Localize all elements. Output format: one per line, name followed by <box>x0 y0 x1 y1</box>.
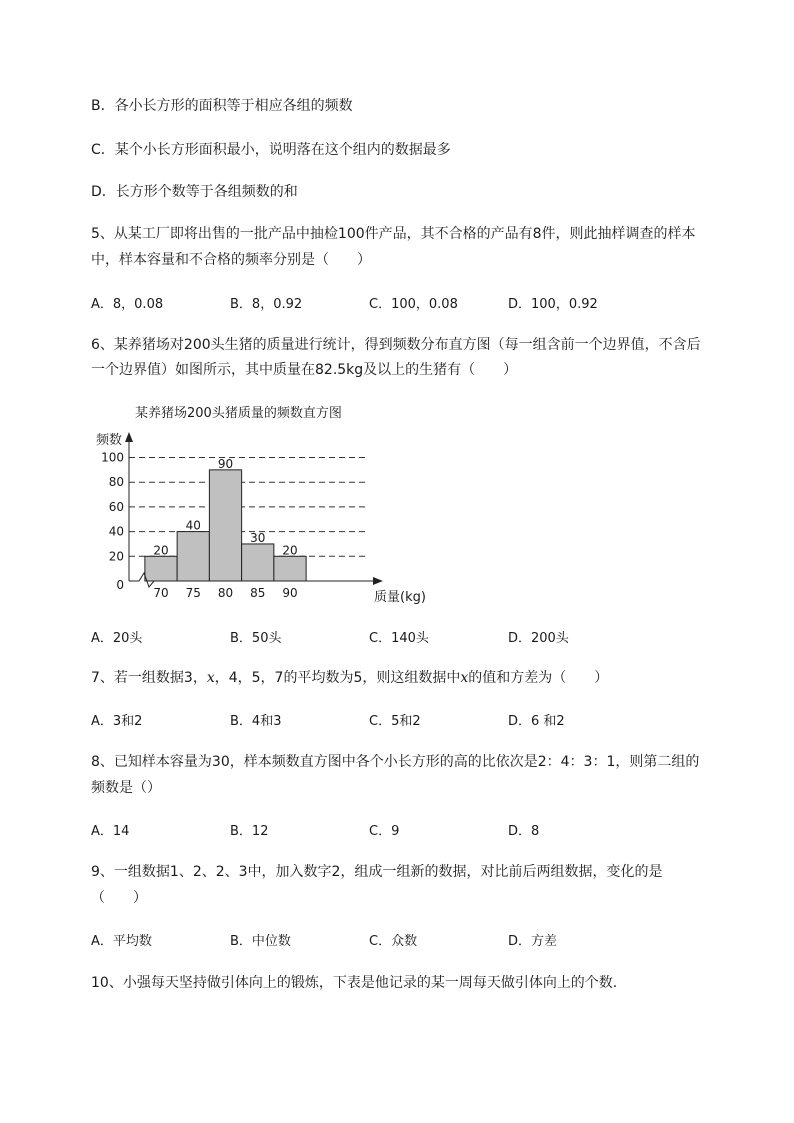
q7-variable-x: x <box>206 670 215 686</box>
histogram-bar-5 <box>274 556 306 581</box>
q6-option-a: A．20头 <box>91 631 143 646</box>
q6-option-d: D．200头 <box>508 631 569 646</box>
q8-options <box>91 820 651 840</box>
bar-value-label-3: 90 <box>217 456 234 471</box>
q8-option-b: B．12 <box>230 824 269 839</box>
q8-option-a: A．14 <box>91 824 130 839</box>
q5-options <box>91 293 651 313</box>
x-tick-label-75: 75 <box>185 586 201 600</box>
q4-option-c: C．某个小长方形面积最小，说明落在这个组内的数据最多 <box>91 142 451 158</box>
bar-value-label-4: 30 <box>250 530 266 545</box>
x-tick-label-70: 70 <box>153 586 169 600</box>
q6-option-c: C．140头 <box>369 631 429 646</box>
q5-option-c: C．100，0.08 <box>369 297 458 312</box>
q8-option-c: C．9 <box>369 824 400 839</box>
q4-option-d: D．长方形个数等于各组频数的和 <box>91 184 298 200</box>
q5-option-b: B．8，0.92 <box>230 297 303 312</box>
q5-option-a: A．8，0.08 <box>91 297 164 312</box>
q8-stem-line1: 8、已知样本容量为30，样本频数直方图中各个小长方形的高的比依次是2：4：3：1，则第二组的 <box>91 754 700 770</box>
chart-title: 某养猪场200头猪质量的频数直方图 <box>135 406 342 421</box>
q5-option-d: D．100，0.92 <box>508 297 598 312</box>
q9-options <box>91 930 651 950</box>
x-axis-arrow <box>373 577 383 585</box>
q9-stem-line2: （ ） <box>91 890 147 906</box>
q7-option-a: A．3和2 <box>91 714 143 729</box>
q7-option-b: B．4和3 <box>230 714 282 729</box>
y-axis-arrow <box>125 432 133 442</box>
x-tick-label-80: 80 <box>217 586 234 600</box>
q5-stem-line1: 5、从某工厂即将出售的一批产品中抽检100件产品，其不合格的产品有8件，则此抽样调查的样本 <box>91 226 696 242</box>
q7-stem-post: 的值和方差为（ ） <box>468 670 609 686</box>
y-tick-label-60: 60 <box>108 499 124 514</box>
x-tick-label-85: 85 <box>250 586 266 600</box>
q7-stem-mid: ，4，5，7的平均数为5，则这组数据中 <box>214 670 461 686</box>
x-tick-label-90: 90 <box>282 586 298 600</box>
q7-options <box>91 710 651 730</box>
q9-option-c: C．众数 <box>369 934 418 949</box>
q7-option-d: D．6 和2 <box>508 714 565 729</box>
q6-stem-line2: 一个边界值）如图所示，其中质量在82.5kg及以上的生猪有（ ） <box>91 362 518 378</box>
q6-option-b: B．50头 <box>230 631 282 646</box>
y-tick-label-40: 40 <box>108 524 124 539</box>
frequency-histogram <box>91 398 431 610</box>
q7-option-c: C．5和2 <box>369 714 421 729</box>
q7-variable-x-2: x <box>460 670 469 686</box>
bar-value-label-2: 40 <box>185 518 201 533</box>
x-axis-label: 质量(kg) <box>374 590 426 605</box>
histogram-bar-4 <box>242 544 274 581</box>
q6-stem-line1: 6、某养猪场对200头生猪的质量进行统计，得到频数分布直方图（每一组含前一个边界值，不含后 <box>91 337 701 353</box>
q6-options <box>91 627 651 647</box>
q5-stem-line2: 中，样本容量和不合格的频率分别是（ ） <box>91 252 371 268</box>
bar-value-label-1: 20 <box>153 543 169 558</box>
q8-stem-line2: 频数是（） <box>91 780 161 796</box>
y-tick-label-0: 0 <box>116 578 124 592</box>
q9-option-d: D．方差 <box>508 934 558 949</box>
q9-option-a: A．平均数 <box>91 934 152 949</box>
q9-option-b: B．中位数 <box>230 934 291 949</box>
histogram-bar-1 <box>145 556 177 581</box>
y-tick-label-20: 20 <box>108 549 124 564</box>
y-tick-label-80: 80 <box>108 475 124 490</box>
q10-stem: 10、小强每天坚持做引体向上的锻炼，下表是他记录的某一周每天做引体向上的个数. <box>91 975 618 991</box>
y-tick-label-100: 100 <box>101 450 124 465</box>
histogram-bar-2 <box>177 532 209 581</box>
y-axis-label: 频数 <box>96 433 123 448</box>
q7-stem <box>91 668 608 688</box>
q9-stem-line1: 9、一组数据1、2、2、3中，加入数字2，组成一组新的数据，对比前后两组数据，变化的是 <box>91 864 663 880</box>
q8-option-d: D．8 <box>508 824 540 839</box>
histogram-bar-3 <box>209 470 241 581</box>
q4-option-b: B．各小长方形的面积等于相应各组的频数 <box>91 98 353 114</box>
bar-value-label-5: 20 <box>282 543 298 558</box>
q7-stem-pre: 7、若一组数据3， <box>91 670 207 686</box>
